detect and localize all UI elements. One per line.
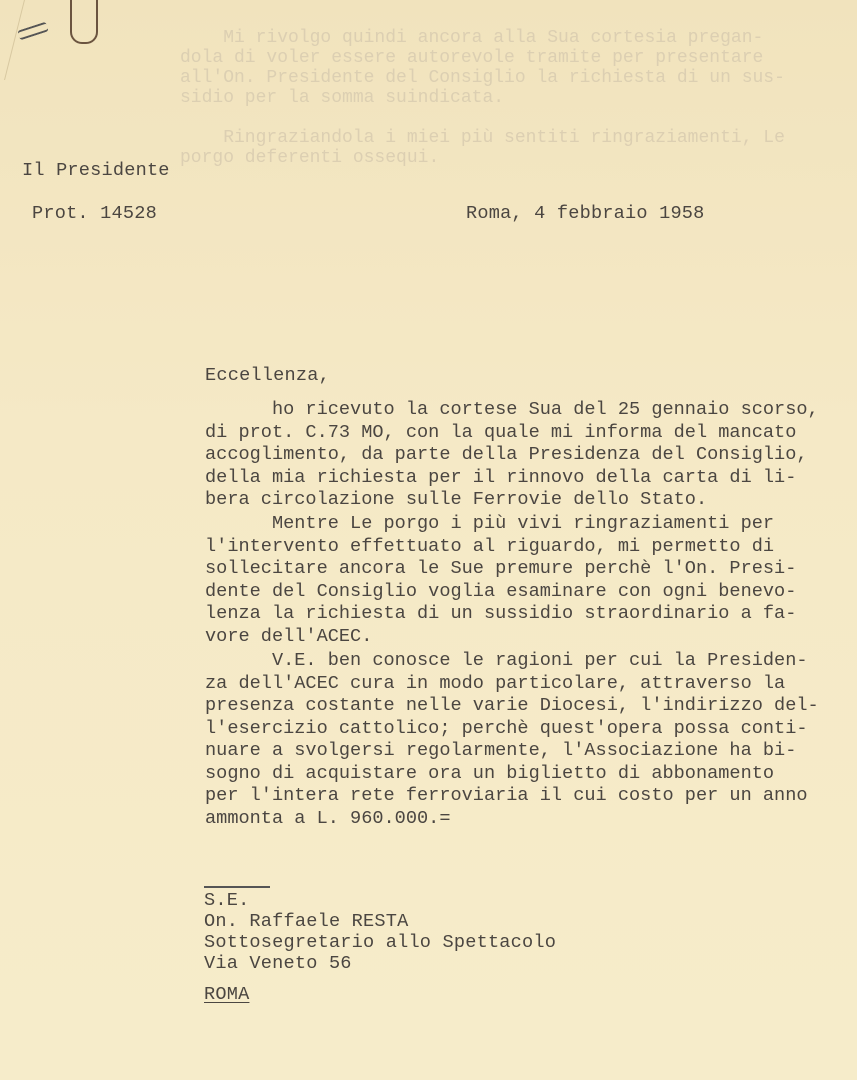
text-line: presenza costante nelle varie Diocesi, l'indirizzo del- bbox=[205, 695, 819, 716]
sender-title: Il Presidente bbox=[22, 160, 170, 181]
text-line: sogno di acquistare ora un biglietto di abbonamento bbox=[205, 762, 775, 784]
text-line: all'On. Presidente del Consiglio la richiesta di un sus- bbox=[180, 68, 785, 88]
text-line: V.E. ben conosce le ragioni per cui la Presiden- bbox=[205, 650, 808, 671]
text-line: sollecitare ancora le Sue premure perchè l'On. Presi- bbox=[205, 558, 797, 579]
place-date: Roma, 4 febbraio 1958 bbox=[466, 203, 705, 224]
text-line: dola di voler essere autorevole tramite per presentare bbox=[180, 48, 764, 68]
text-line: della mia richiesta per il rinnovo della carta di li- bbox=[205, 466, 797, 488]
text-line: l'esercizio cattolico; perchè quest'opera possa conti- bbox=[205, 717, 808, 739]
bleed-through-text bbox=[180, 28, 785, 168]
text-line: di prot. C.73 MO, con la quale mi informa del mancato bbox=[205, 421, 797, 443]
text-line: Mentre Le porgo i più vivi ringraziamenti per bbox=[205, 513, 775, 534]
text-line: porgo deferenti ossequi. bbox=[180, 148, 440, 168]
text-line: ammonta a L. 960.000.= bbox=[205, 807, 451, 829]
text-line: per l'intera rete ferroviaria il cui costo per un anno bbox=[205, 785, 808, 806]
text-line: nuare a svolgersi regolarmente, l'Associazione ha bi- bbox=[205, 740, 797, 761]
recipient-honorific: S.E. bbox=[204, 890, 250, 911]
paragraph-3 bbox=[205, 650, 819, 830]
paragraph-2 bbox=[205, 513, 796, 648]
protocol-number: Prot. 14528 bbox=[32, 203, 157, 224]
paper-edge bbox=[0, 0, 25, 80]
paragraph-1 bbox=[205, 399, 819, 512]
salutation: Eccellenza, bbox=[205, 365, 330, 386]
text-line: l'intervento effettuato al riguardo, mi permetto di bbox=[205, 535, 775, 557]
text-line: ho ricevuto la cortese Sua del 25 gennaio scorso, bbox=[205, 399, 819, 420]
text-line: za dell'ACEC cura in modo particolare, attraverso la bbox=[205, 672, 786, 694]
text-line: bera circolazione sulle Ferrovie dello Stato. bbox=[205, 489, 708, 510]
recipient-name: On. Raffaele RESTA bbox=[204, 911, 409, 932]
recipient-city: ROMA bbox=[204, 984, 250, 1005]
text-line: dente del Consiglio voglia esaminare con ogni benevo- bbox=[205, 580, 797, 602]
divider bbox=[204, 886, 270, 888]
paper-clip bbox=[70, 0, 98, 44]
text-line: Mi rivolgo quindi ancora alla Sua cortesia pregan- bbox=[180, 28, 764, 48]
text-line: lenza la richiesta di un sussidio straordinario a fa- bbox=[205, 603, 797, 624]
text-line: Ringraziandola i miei più sentiti ringraziamenti, Le bbox=[180, 128, 785, 148]
text-line bbox=[180, 108, 785, 128]
text-line: accoglimento, da parte della Presidenza del Consiglio, bbox=[205, 444, 808, 465]
recipient-address: Via Veneto 56 bbox=[204, 953, 352, 974]
text-line: sidio per la somma suindicata. bbox=[180, 88, 505, 108]
text-line: vore dell'ACEC. bbox=[205, 625, 373, 647]
handwritten-mark bbox=[17, 22, 49, 41]
recipient-role: Sottosegretario allo Spettacolo bbox=[204, 932, 557, 953]
